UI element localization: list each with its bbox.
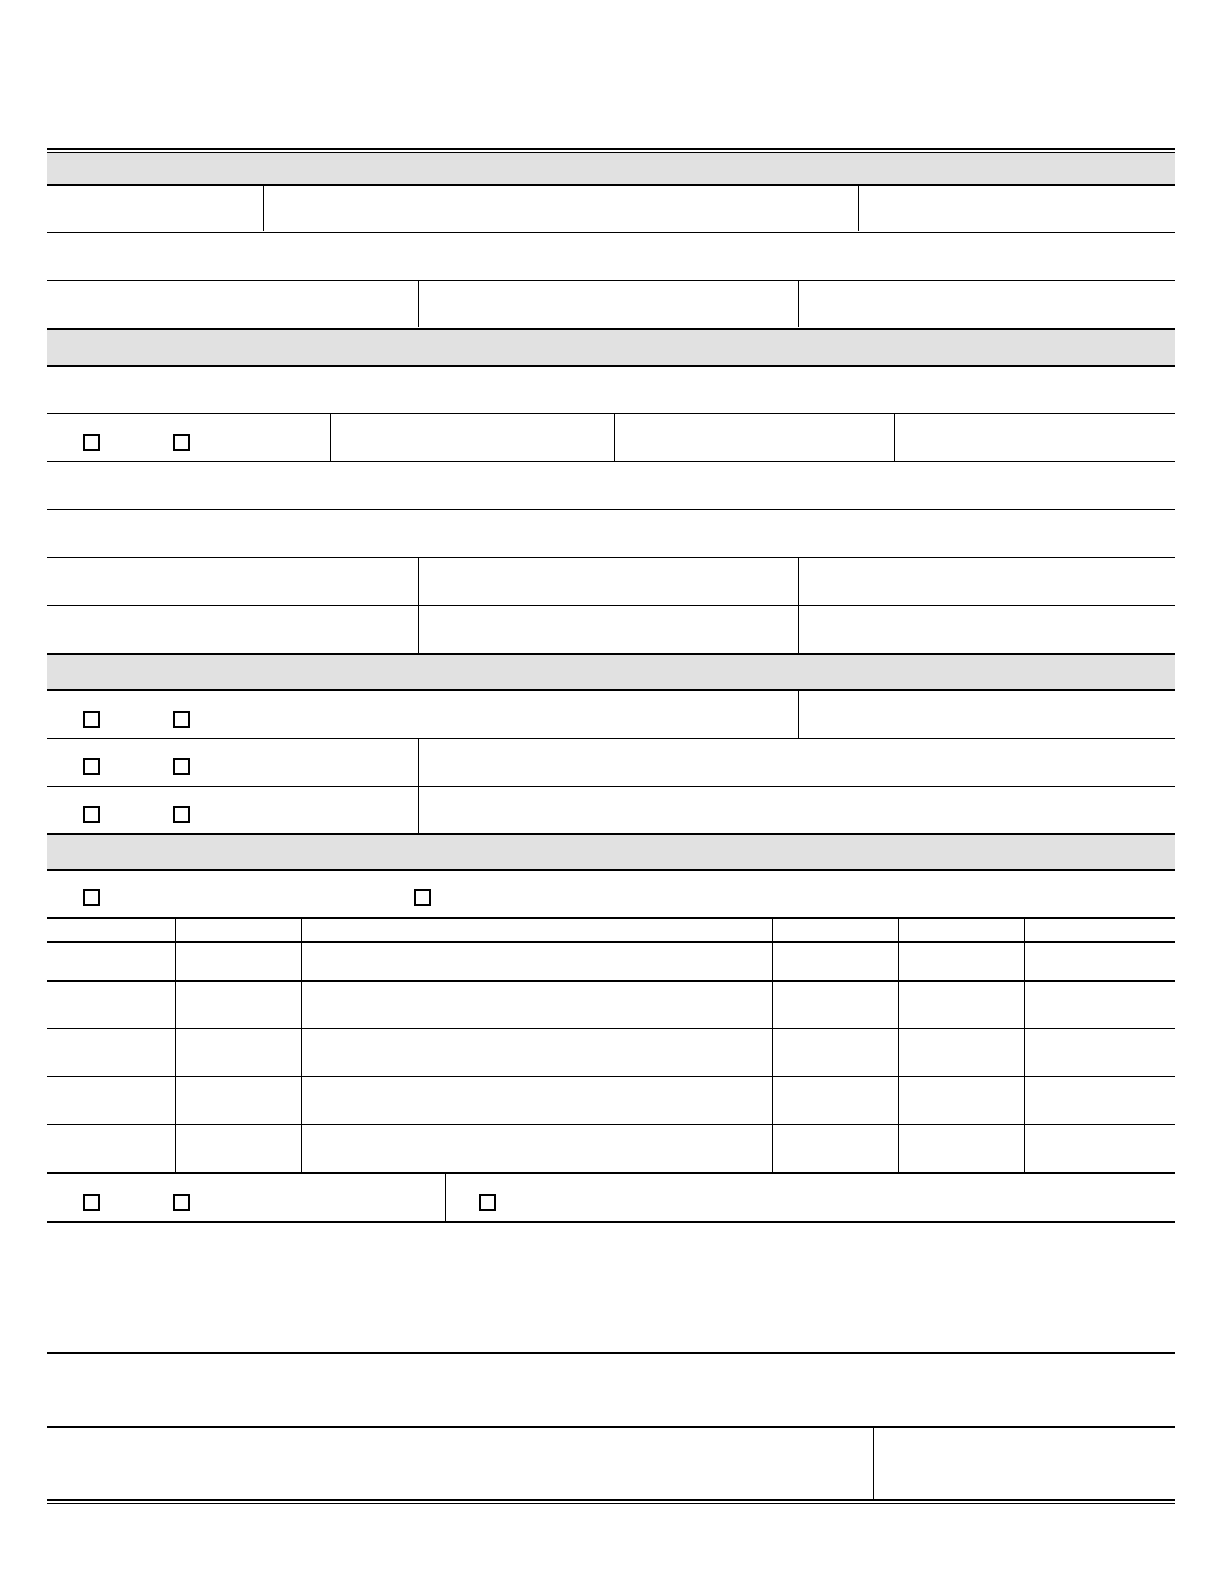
checkbox-10[interactable] [414,889,431,906]
table-header-cell-5 [899,919,1025,941]
table-header-cell-6 [1025,919,1175,941]
table-cell[interactable] [899,1029,1025,1076]
table-cell[interactable] [302,1029,773,1076]
checkbox-3[interactable] [83,711,100,728]
table-cell[interactable] [1025,943,1175,980]
section-3-row-1-field-1[interactable] [799,691,1175,738]
checkbox-1[interactable] [83,434,100,451]
table-header-cell-1 [47,919,175,941]
table-cell[interactable] [302,982,773,1028]
checkbox-6[interactable] [173,758,190,775]
table-cell[interactable] [47,943,175,980]
table-cell[interactable] [176,1077,302,1124]
checkbox-7[interactable] [83,806,100,823]
table-cell[interactable] [1025,1029,1175,1076]
table-cell[interactable] [176,943,302,980]
checkbox-4[interactable] [173,711,190,728]
section-3-row-3-field-1[interactable] [419,787,1175,833]
bottom-double-rule-lower [47,1503,1175,1504]
section-1-header [47,153,1175,184]
section-2-row-2-field-1[interactable] [331,414,614,461]
section-4-header-bottom [47,869,1175,871]
date-field[interactable] [874,1428,1175,1499]
table-cell[interactable] [773,943,899,980]
section-2-row-5-field-2[interactable] [419,558,798,605]
section-2-row-4-field-1[interactable] [47,510,1175,557]
table-cell[interactable] [302,1125,773,1172]
checkbox-2[interactable] [173,434,190,451]
section-2-header [47,330,1175,365]
section-2-row-3-field-1[interactable] [47,462,1175,509]
declaration-area[interactable] [47,1354,1175,1426]
table-cell[interactable] [176,982,302,1028]
section-2-row-6-field-3[interactable] [799,606,1175,653]
table-header-cell-3 [302,919,773,941]
table-cell[interactable] [899,1077,1025,1124]
table-cell[interactable] [302,1077,773,1124]
signature-field[interactable] [47,1428,873,1499]
table-cell[interactable] [773,1029,899,1076]
checkbox-13[interactable] [479,1194,496,1211]
table-header-cell-4 [773,919,899,941]
table-cell[interactable] [47,1077,175,1124]
section-1-row-1-field-2[interactable] [264,186,858,231]
table-cell[interactable] [176,1029,302,1076]
section-3-header [47,655,1175,689]
table-cell[interactable] [302,943,773,980]
table-cell[interactable] [47,1029,175,1076]
table-cell[interactable] [773,982,899,1028]
section-1-row-1-field-3[interactable] [859,186,1175,231]
section-1-row-3-field-1[interactable] [47,281,418,327]
table-cell[interactable] [1025,1077,1175,1124]
table-cell[interactable] [1025,1125,1175,1172]
bottom-double-rule-upper [47,1499,1175,1501]
checkbox-9[interactable] [83,889,100,906]
table-header-cell-2 [176,919,302,941]
checkbox-11[interactable] [83,1194,100,1211]
section-2-row-6-field-1[interactable] [47,606,418,653]
table-cell[interactable] [47,1125,175,1172]
remarks-area[interactable] [47,1223,1175,1352]
checkbox-12[interactable] [173,1194,190,1211]
section-4-row-2-divider-1 [445,1174,446,1221]
table-cell[interactable] [1025,982,1175,1028]
table-cell[interactable] [899,1125,1025,1172]
table-cell[interactable] [899,982,1025,1028]
table-bottom [47,1172,1175,1174]
table-cell[interactable] [899,943,1025,980]
section-2-row-2-field-3[interactable] [895,414,1175,461]
table-cell[interactable] [47,982,175,1028]
section-2-row-5-field-1[interactable] [47,558,418,605]
section-4-header [47,835,1175,869]
top-double-rule-upper [47,148,1175,150]
checkbox-5[interactable] [83,758,100,775]
section-2-row-1-field-1[interactable] [47,367,1175,413]
section-3-row-2-field-1[interactable] [419,739,1175,786]
section-1-row-3-field-2[interactable] [419,281,798,327]
table-cell[interactable] [773,1077,899,1124]
section-2-row-5-field-3[interactable] [799,558,1175,605]
table-cell[interactable] [176,1125,302,1172]
section-2-row-2-field-2[interactable] [615,414,894,461]
section-1-row-3-field-3[interactable] [799,281,1175,327]
checkbox-8[interactable] [173,806,190,823]
section-2-row-6-field-2[interactable] [419,606,798,653]
section-1-row-2-field-1[interactable] [47,233,1175,280]
section-1-row-1-field-1[interactable] [47,186,263,231]
table-cell[interactable] [773,1125,899,1172]
